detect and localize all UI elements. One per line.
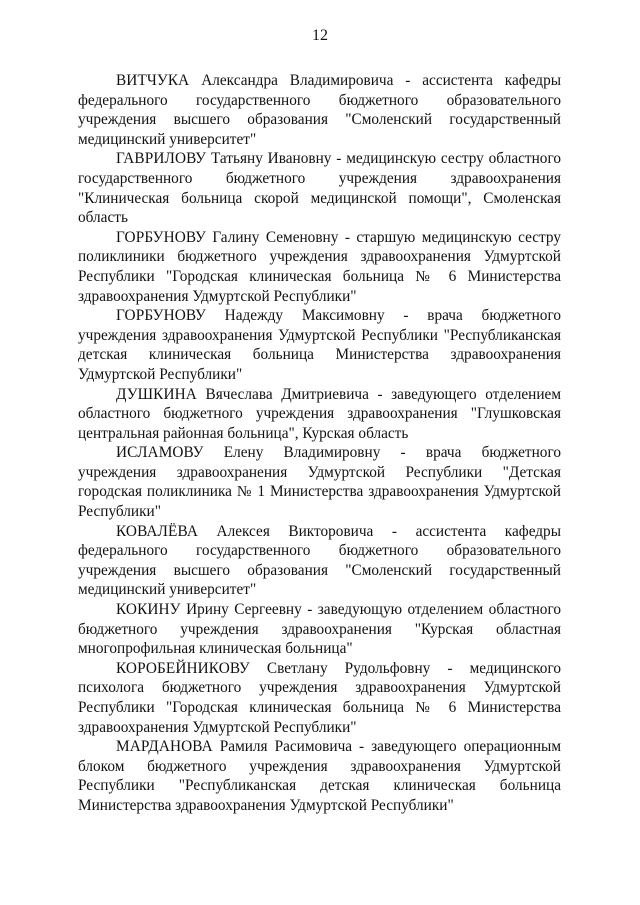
list-item	[78, 737, 561, 815]
page-number: 12	[312, 27, 328, 44]
list-item	[78, 71, 561, 149]
person-surname: МАРДАНОВА	[116, 738, 213, 756]
person-surname: КОВАЛЁВА	[116, 522, 198, 540]
person-surname: ИСЛАМОВУ	[116, 444, 204, 462]
list-item	[78, 659, 561, 737]
person-surname: ДУШКИНА	[116, 385, 197, 403]
list-item	[78, 385, 561, 444]
person-details: Елену Владимировну - врача бюджетного учреждения здравоохранения Удмуртской Республики "Детская городская поликлиника № 1 Министерства здравоохранения Удмуртской Республики"	[78, 444, 561, 521]
list-item	[78, 306, 561, 384]
list-item	[78, 522, 561, 600]
person-details: Ирину Сергеевну - заведующую отделением областного бюджетного учреждения здравоохранения "Курская областная многопрофильная клиническая больница"	[78, 601, 562, 658]
award-list	[78, 71, 561, 816]
person-details: Александра Владимировича - ассистента кафедры федерального государственного бюджетного образовательного учреждения высшего образования "Смоленский государственный медицинский университет"	[78, 72, 561, 148]
person-surname: ГОРБУНОВУ	[116, 307, 206, 325]
list-item	[78, 600, 561, 659]
person-surname: ВИТЧУКА	[116, 72, 190, 89]
person-details: Татьяну Ивановну - медицинскую сестру областного государственного бюджетного учреждения здравоохранения "Клиническая больница скорой медицинской помощи", Смоленская область	[78, 150, 561, 227]
person-surname: ГАВРИЛОВУ	[116, 150, 207, 168]
person-details: Вячеслава Дмитриевича - заведующего отделением областного бюджетного учреждения здравоохранения "Глушковская центральная районная больница", Курская область	[78, 385, 561, 442]
person-details: Алексея Викторовича - ассистента кафедры федерального государственного бюджетного образовательного учреждения высшего образования "Смоленский государственный медицинский университет"	[78, 522, 561, 599]
person-details: Надежду Максимовну - врача бюджетного учреждения здравоохранения Удмуртской Республики "Республиканская детская клиническая больница Министерства здравоохранения Удмуртской Республики"	[78, 307, 561, 383]
list-item	[78, 228, 561, 306]
person-surname: КОКИНУ	[116, 601, 181, 619]
person-details: Рамиля Расимовича - заведующего операционным блоком бюджетного учреждения здравоохранения Удмуртской Республики "Республиканская детская клиническая больница Министерства здравоохранения Удмуртской Республики"	[78, 738, 562, 814]
person-surname: ГОРБУНОВУ	[116, 228, 206, 246]
list-item	[78, 443, 561, 521]
list-item	[78, 149, 561, 227]
person-details: Светлану Рудольфовну - медицинского психолога бюджетного учреждения здравоохранения Удмуртской Республики "Городская клиническая больница № 6 Министерства здравоохранения Удмуртской Республики"	[78, 659, 561, 736]
person-details: Галину Семеновну - старшую медицинскую сестру поликлиники бюджетного учреждения здравоохранения Удмуртской Республики "Городская клиническая больница № 6 Министерства здравоохранения Удмуртской Республики"	[78, 228, 561, 305]
person-surname: КОРОБЕЙНИКОВУ	[116, 659, 250, 677]
